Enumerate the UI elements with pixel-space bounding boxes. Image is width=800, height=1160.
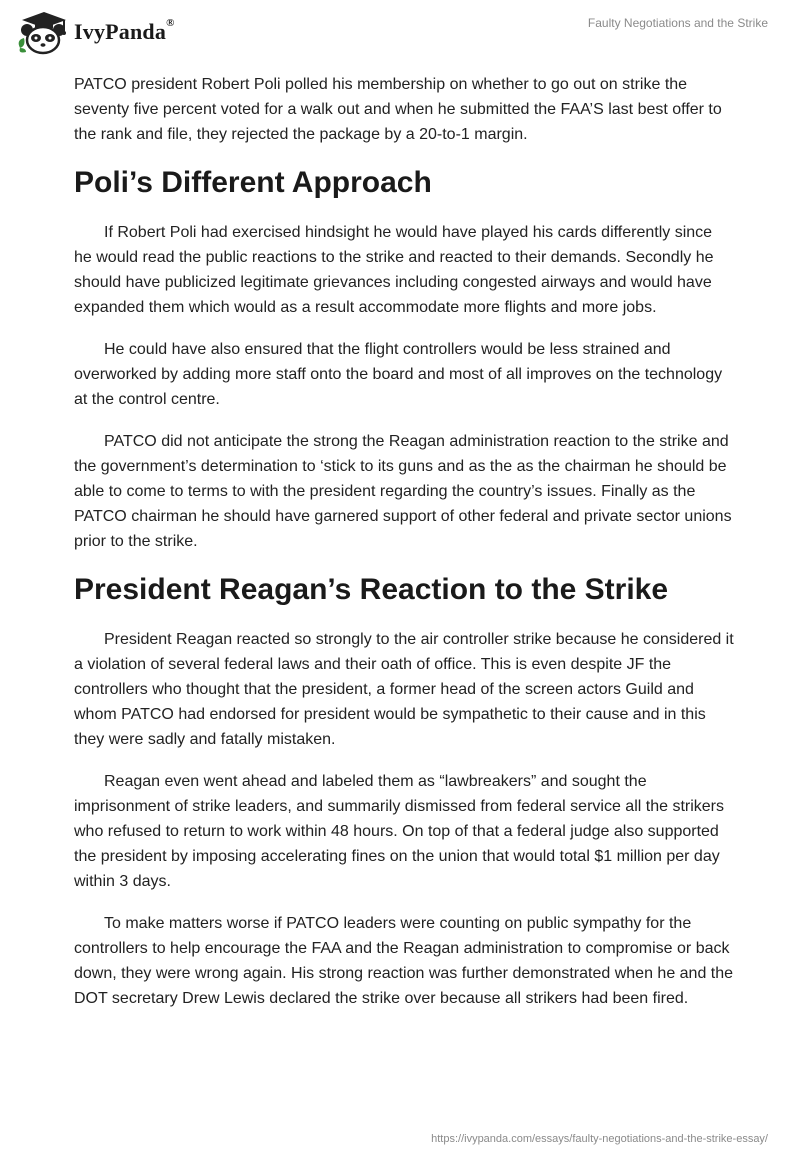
brand-name: IvyPanda® [74, 17, 175, 44]
body-paragraph: Reagan even went ahead and labeled them as “lawbreakers” and sought the imprisonment of strike leaders, and summarily dismissed from federal service all the strikers who refused to return to work within 48 hours. On top of that a federal judge also supported the president by imposing accelerating fines on the union that would total $1 million per day within 3 days. [74, 773, 724, 890]
document-title: Faulty Negotiations and the Strike [587, 16, 768, 30]
essay-content [74, 72, 734, 1028]
body-paragraph: He could have also ensured that the flight controllers would be less strained and overworked by adding more staff onto the board and most of all improves on the technology at the control centre. [74, 341, 723, 408]
section-heading: Poli’s Different Approach [74, 166, 432, 199]
registered-mark: ® [166, 17, 175, 29]
body-paragraph: PATCO did not anticipate the strong the Reagan administration reaction to the strike and the government’s determination to ‘stick to its guns and as the as the chairman he should be able to come to terms to with the president regarding the country’s issues. Finally as the PATCO chairman he should have garnered support of other federal and private sector unions prior to the strike. [74, 433, 732, 550]
body-paragraph: To make matters worse if PATCO leaders were counting on public sympathy for the controllers to help encourage the FAA and the Reagan administration to compromise or back down, they were wrong again. His strong reaction was further demonstrated when he and the DOT secretary Drew Lewis declared the strike over because all strikers had been fired. [74, 915, 734, 1007]
panda-logo-icon [14, 8, 70, 56]
page-header [0, 0, 800, 70]
section-heading: President Reagan’s Reaction to the Strike [74, 573, 669, 606]
body-paragraph: If Robert Poli had exercised hindsight he would have played his cards differently since he would read the public reactions to the strike and reacted to their demands. Secondly he should have publicized legitimate grievances including congested airways and would have expanded them which would as a result accommodate more flights and more jobs. [74, 224, 714, 316]
source-url[interactable]: https://ivypanda.com/essays/faulty-negotiations-and-the-strike-essay/ [431, 1133, 768, 1145]
ivypanda-logo[interactable] [14, 8, 175, 56]
body-paragraph: President Reagan reacted so strongly to the air controller strike because he considered it a violation of several federal laws and their oath of office. This is even despite JF the controllers who thought that the president, a former head of the screen actors Guild and whom PATCO had endorsed for president would be sympathetic to their cause and in this they were sadly and fatally mistaken. [74, 631, 734, 748]
intro-paragraph: PATCO president Robert Poli polled his membership on whether to go out on strike the seventy five percent voted for a walk out and when he submitted the FAA’S last best offer to the rank and file, they rejected the package by a 20-to-1 margin. [74, 76, 722, 143]
